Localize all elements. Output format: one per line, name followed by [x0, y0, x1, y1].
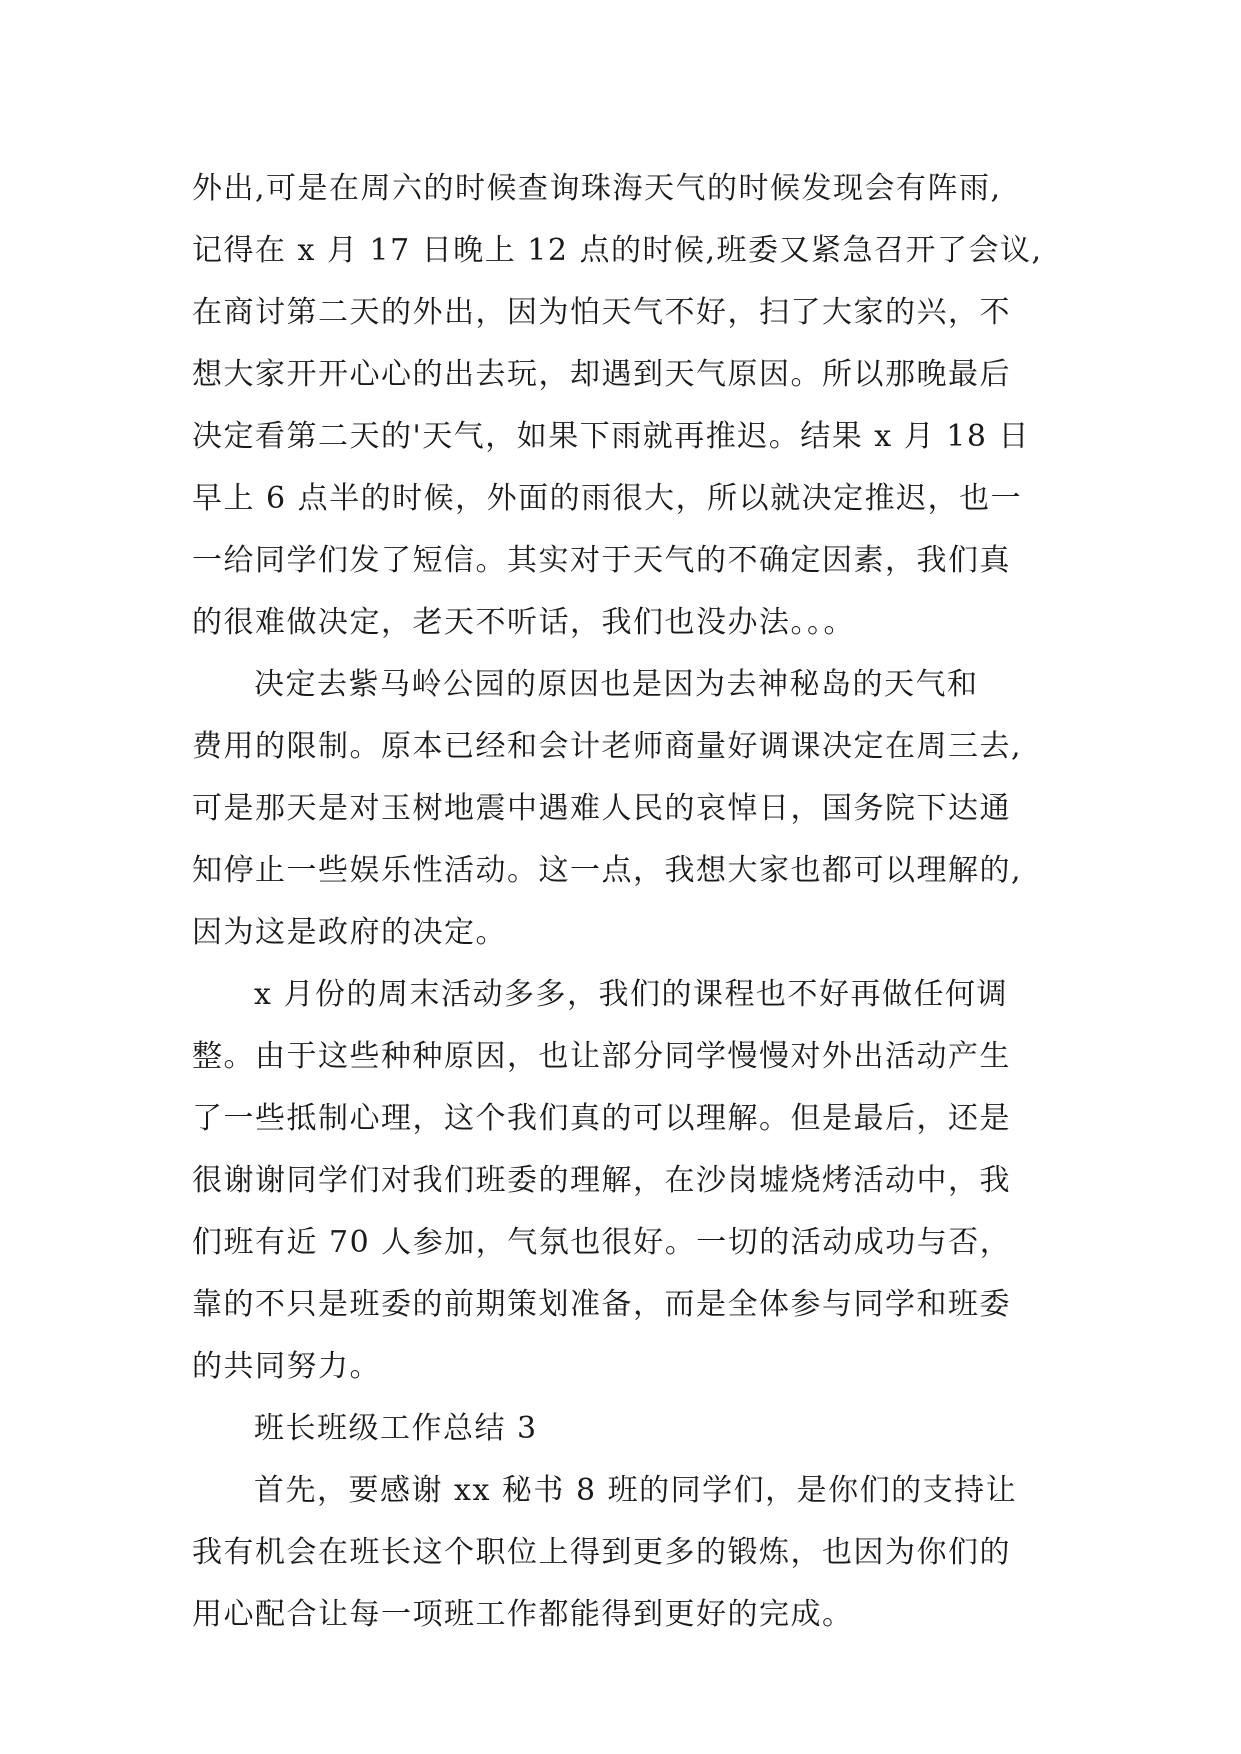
- paragraph-line: 靠的不只是班委的前期策划准备，而是全体参与同学和班委: [192, 1287, 1011, 1322]
- paragraph-line: 很谢谢同学们对我们班委的理解，在沙岗墟烧烤活动中，我: [192, 1163, 1011, 1198]
- paragraph-line: 早上 6 点半的时候，外面的雨很大，所以就决定推迟，也一: [192, 481, 1023, 516]
- paragraph-line: 我有机会在班长这个职位上得到更多的锻炼，也因为你们的: [192, 1535, 1011, 1570]
- paragraph-line: 首先，要感谢 xx 秘书 8 班的同学们，是你们的支持让: [254, 1473, 1018, 1508]
- paragraph-line: 了一些抵制心理，这个我们真的可以理解。但是最后，还是: [192, 1101, 1011, 1136]
- paragraph-line: 知停止一些娱乐性活动。这一点，我想大家也都可以理解的,: [192, 853, 1023, 888]
- paragraph-line: 整。由于这些种种原因，也让部分同学慢慢对外出活动产生: [192, 1039, 1011, 1074]
- paragraph-line: 们班有近 70 人参加，气氛也很好。一切的活动成功与否，: [192, 1225, 1012, 1260]
- paragraph-line: 的很难做决定，老天不听话，我们也没办法。。。: [192, 605, 855, 640]
- paragraph-line: 用心配合让每一项班工作都能得到更好的完成。: [192, 1597, 854, 1632]
- paragraph-line: 想大家开开心心的出去玩，却遇到天气原因。所以那晚最后: [192, 357, 1011, 392]
- paragraph-line: 因为这是政府的决定。: [192, 915, 507, 950]
- paragraph-line: 的共同努力。: [192, 1349, 381, 1384]
- paragraph-line: 决定看第二天的'天气，如果下雨就再推迟。结果 x 月 18 日: [192, 419, 1030, 454]
- section-heading: 班长班级工作总结 3: [254, 1411, 538, 1446]
- paragraph-line: 外出,可是在周六的时候查询珠海天气的时候发现会有阵雨,: [192, 171, 1002, 206]
- paragraph-line: x 月份的周末活动多多，我们的课程也不好再做任何调: [254, 977, 1008, 1012]
- paragraph-line: 费用的限制。原本已经和会计老师商量好调课决定在周三去,: [192, 729, 1023, 764]
- paragraph-line: 决定去紫马岭公园的原因也是因为去神秘岛的天气和: [254, 667, 979, 702]
- paragraph-line: 可是那天是对玉树地震中遇难人民的哀悼日，国务院下达通: [192, 791, 1011, 826]
- paragraph-line: 一给同学们发了短信。其实对于天气的不确定因素，我们真: [192, 543, 1011, 578]
- body-text: [192, 158, 1072, 1646]
- paragraph-line: 在商讨第二天的外出，因为怕天气不好，扫了大家的兴，不: [192, 295, 1011, 330]
- paragraph-line: 记得在 x 月 17 日晚上 12 点的时候,班委又紧急召开了会议,: [192, 233, 1043, 268]
